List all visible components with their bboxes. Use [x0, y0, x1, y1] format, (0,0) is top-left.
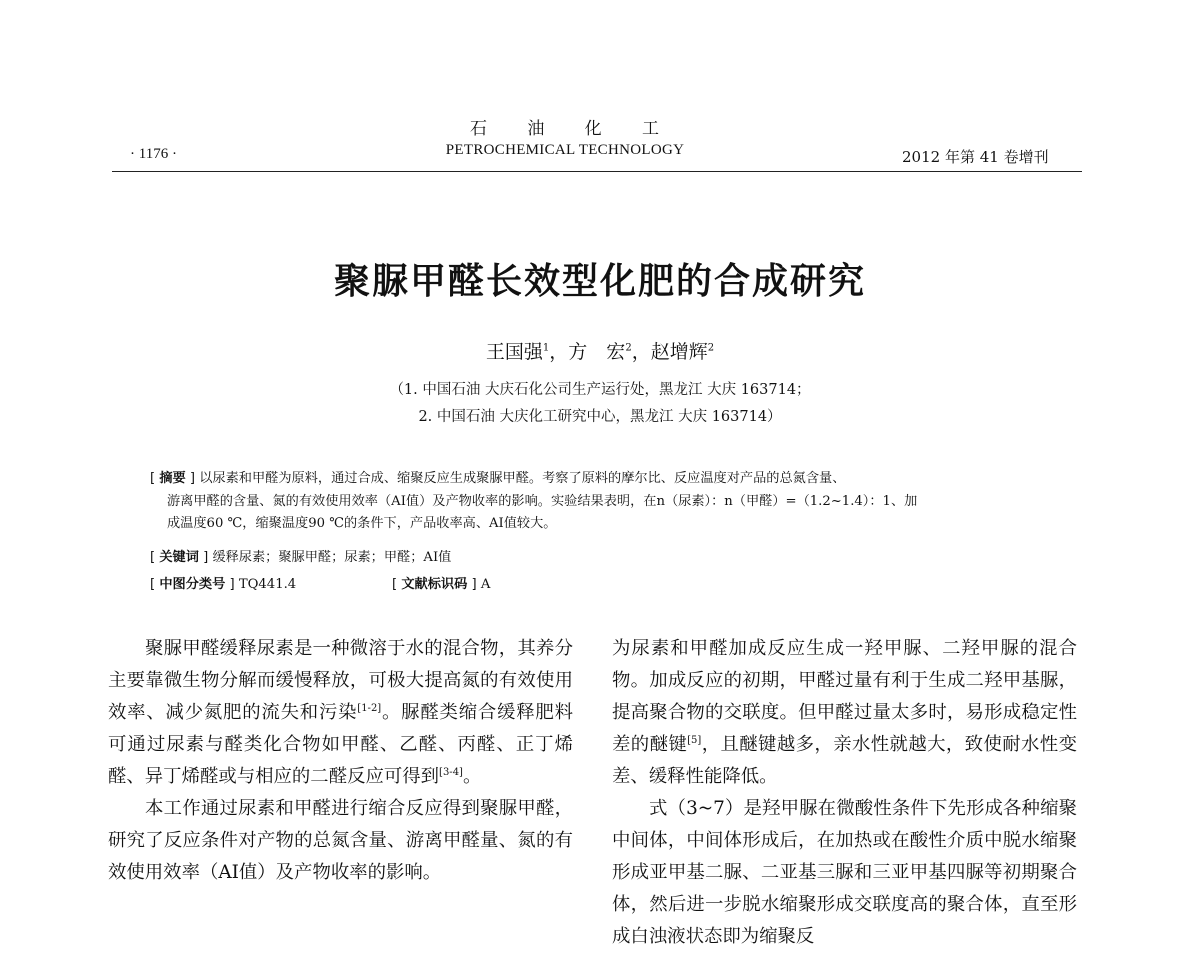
docid-value: A [480, 577, 491, 592]
author-separator: ， [631, 341, 651, 363]
body-column-left [108, 633, 573, 889]
body-paragraph: 式（3~7）是羟甲脲在微酸性条件下先形成各种缩聚中间体，中间体形成后，在加热或在酸性介质中脱水缩聚形成亚甲基二脲、二亚基三脲和三亚甲基四脲等初期聚合体，然后进一步脱水缩聚形成交联度高的聚合体，直至形成白浊液状态即为缩聚反 [612, 798, 1077, 947]
journal-cn-char: 化 [584, 119, 603, 139]
journal-cn-char: 石 [470, 119, 488, 139]
issue-info: 2012 年第 41 卷增刊 [902, 148, 1049, 166]
author-affiliation-mark: 2 [625, 342, 632, 354]
class-label: 中图分类号 [159, 577, 226, 592]
author-separator: ， [549, 341, 569, 363]
citation: [5] [687, 734, 702, 746]
journal-cn-char: 工 [641, 119, 660, 139]
keywords-value: 缓释尿素；聚脲甲醛；尿素；甲醛；AI值 [212, 550, 452, 565]
keywords: [ 关键词 ] 缓释尿素；聚脲甲醛；尿素；甲醛；AI值 [150, 550, 452, 565]
abstract-label: 摘要 [159, 471, 186, 486]
body-column-right [612, 633, 1077, 953]
author-affiliation-mark: 1 [542, 342, 550, 354]
body-paragraph: 本工作通过尿素和甲醛进行缩合反应得到聚脲甲醛，研究了反应条件对产物的总氮含量、游离甲醛量、氮的有效使用效率（AI值）及产物收率的影响。 [108, 798, 573, 883]
affiliation-2: 2. 中国石油 大庆化工研究中心，黑龙江 大庆 163714） [418, 409, 782, 425]
page-number: · 1176 · [130, 146, 177, 162]
abstract-line: [ 摘要 ] 以尿素和甲醛为原料，通过合成、缩聚反应生成聚脲甲醛。考察了原料的摩尔比、反应温度对产品的总氮含量、 [150, 471, 846, 486]
keywords-label: 关键词 [159, 550, 199, 565]
author-name: 赵增辉 [650, 341, 708, 363]
header-rule [112, 171, 1082, 172]
class-value: TQ441.4 [238, 577, 297, 592]
document-id: [ 文献标识码 ] A [392, 577, 491, 592]
citation: [1-2] [357, 702, 382, 714]
classification-line: [ 中图分类号 ] TQ441.4 [ 文献标识码 ] A [150, 574, 1050, 597]
body-paragraph: 聚脲甲醛缓释尿素是一种微溶于水的混合物，其养分主要靠微生物分解而缓慢释放，可极大提高氮的有效使用效率、减少氮肥的流失和污染[1-2]。脲醛类缩合缓释肥料可通过尿素与醛类化合物如甲醛、乙醛、丙醛、正丁烯醛、异丁烯醛或与相应的二醛反应可得到[3-4]。 [108, 638, 573, 787]
journal-title-cn [470, 114, 660, 139]
abstract-line: 成温度60 ℃，缩聚温度90 ℃的条件下，产品收率高、AI值较大。 [167, 516, 557, 531]
affiliation-1: （1. 中国石油 大庆石化公司生产运行处，黑龙江 大庆 163714； [389, 382, 811, 398]
author-name: 王国强 [485, 341, 543, 363]
author-affiliation-mark: 2 [707, 342, 715, 354]
docid-label: 文献标识码 [401, 577, 468, 592]
journal-title-en: PETROCHEMICAL TECHNOLOGY [445, 142, 685, 158]
author-name: 方 宏 [568, 341, 626, 363]
author-list [300, 337, 900, 364]
body-paragraph: 为尿素和甲醛加成反应生成一羟甲脲、二羟甲脲的混合物。加成反应的初期，甲醛过量有利于生成二羟甲基脲，提高聚合物的交联度。但甲醛过量太多时，易形成稳定性差的醚键[5]，且醚键越多，亲水性就越大，致使耐水性变差、缓释性能降低。 [612, 638, 1077, 787]
abstract-line: 游离甲醛的含量、氮的有效使用效率（AI值）及产物收率的影响。实验结果表明，在n（尿素）：n（甲醛）=（1.2~1.4）：1、加 [167, 493, 918, 509]
citation: [3-4] [439, 766, 463, 778]
abstract [150, 468, 1050, 536]
article-title: 聚脲甲醛长效型化肥的合成研究 [333, 261, 866, 302]
journal-cn-char: 油 [527, 119, 546, 139]
